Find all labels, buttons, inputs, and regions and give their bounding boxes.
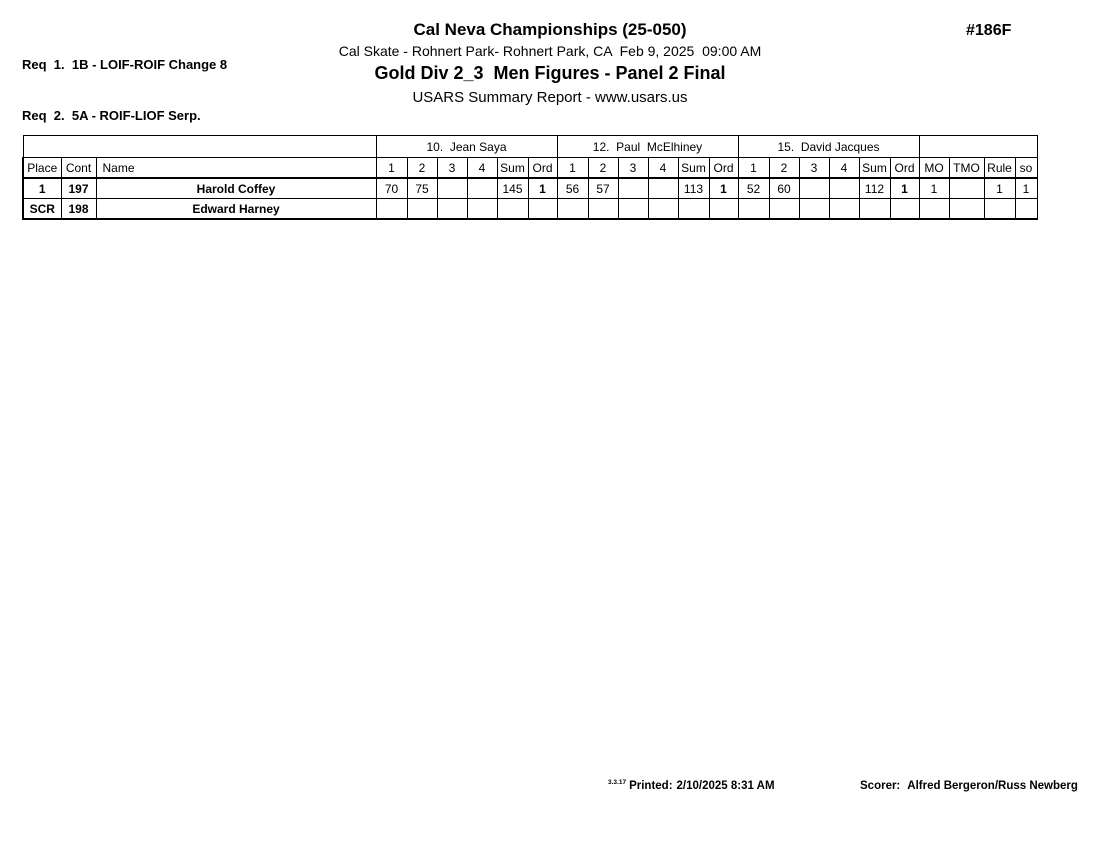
header-j3-2: 2 — [769, 158, 799, 179]
results-table — [22, 135, 1038, 220]
header-rule: Rule — [984, 158, 1015, 179]
j2-ordinal — [709, 199, 738, 220]
j1-score-1 — [376, 199, 407, 220]
j2-sum: 113 — [678, 178, 709, 199]
header-j3-sum: Sum — [859, 158, 890, 179]
header-j3-1: 1 — [738, 158, 769, 179]
report-header — [0, 19, 1100, 111]
so-cell — [1015, 199, 1037, 220]
rule-cell — [984, 199, 1015, 220]
j1-ordinal — [528, 199, 557, 220]
j2-score-1: 56 — [557, 178, 588, 199]
j3-ordinal — [890, 199, 919, 220]
j1-sum: 145 — [497, 178, 528, 199]
scorer-footer — [860, 780, 1078, 792]
place-cell: SCR — [23, 199, 61, 220]
requirement-line-1: Req 1. 1B - LOIF-ROIF Change 8 — [22, 57, 228, 72]
j2-ordinal: 1 — [709, 178, 738, 199]
printed-footer — [608, 779, 775, 792]
header-place: Place — [23, 158, 61, 179]
venue-date-line: Cal Skate - Rohnert Park- Rohnert Park, CA Feb 9, 2025 09:00 AM — [338, 43, 762, 59]
requirement-line-2: Req 2. 5A - ROIF-LIOF Serp. — [22, 108, 201, 123]
j1-score-3 — [437, 199, 467, 220]
mo-cell: 1 — [919, 178, 949, 199]
rule-cell: 1 — [984, 178, 1015, 199]
j2-score-3 — [618, 178, 648, 199]
skater-name-cell: Edward Harney — [96, 199, 376, 220]
so-cell: 1 — [1015, 178, 1037, 199]
header-j3-3: 3 — [799, 158, 829, 179]
j3-score-3 — [799, 178, 829, 199]
j1-score-1: 70 — [376, 178, 407, 199]
header-j1-sum: Sum — [497, 158, 528, 179]
j1-score-2 — [407, 199, 437, 220]
printed-label: Printed: — [629, 779, 673, 792]
j3-ordinal: 1 — [890, 178, 919, 199]
judge-header-spacer-right — [919, 136, 1037, 158]
header-j1-4: 4 — [467, 158, 497, 179]
tmo-cell — [949, 199, 984, 220]
place-cell: 1 — [23, 178, 61, 199]
header-name: Name — [96, 158, 376, 179]
j3-score-4 — [829, 199, 859, 220]
j1-score-4 — [467, 199, 497, 220]
header-j2-2: 2 — [588, 158, 618, 179]
header-so: so — [1015, 158, 1037, 179]
j1-ordinal: 1 — [528, 178, 557, 199]
report-type-line: USARS Summary Report - www.usars.us — [412, 89, 688, 106]
software-version: 3.3.17 — [608, 779, 627, 786]
header-mo: MO — [919, 158, 949, 179]
competition-title: Cal Neva Championships (25-050) — [413, 20, 687, 39]
j3-sum — [859, 199, 890, 220]
mo-cell — [919, 199, 949, 220]
event-title: Gold Div 2_3 Men Figures - Panel 2 Final — [374, 63, 726, 83]
judge-header-row — [23, 136, 1037, 158]
skater-name-cell: Harold Coffey — [96, 178, 376, 199]
j3-score-2 — [769, 199, 799, 220]
j2-score-2 — [588, 199, 618, 220]
j3-score-2: 60 — [769, 178, 799, 199]
j3-score-4 — [829, 178, 859, 199]
printed-datetime: 2/10/2025 8:31 AM — [676, 779, 775, 792]
j2-score-4 — [648, 199, 678, 220]
contestant-number-cell: 197 — [61, 178, 96, 199]
header-j2-3: 3 — [618, 158, 648, 179]
event-number: #186F — [966, 22, 1012, 39]
j2-score-4 — [648, 178, 678, 199]
j2-sum — [678, 199, 709, 220]
header-j1-1: 1 — [376, 158, 407, 179]
header-j3-4: 4 — [829, 158, 859, 179]
column-header-row — [23, 158, 1037, 179]
result-row-2 — [23, 199, 1037, 220]
j1-sum — [497, 199, 528, 220]
judge-header-spacer-left — [23, 136, 376, 158]
judge-2-name: 12. Paul McElhiney — [557, 136, 738, 158]
header-cont: Cont — [61, 158, 96, 179]
j2-score-3 — [618, 199, 648, 220]
j3-score-1 — [738, 199, 769, 220]
j3-sum: 112 — [859, 178, 890, 199]
judge-1-name: 10. Jean Saya — [376, 136, 557, 158]
j1-score-4 — [467, 178, 497, 199]
tmo-cell — [949, 178, 984, 199]
j3-score-3 — [799, 199, 829, 220]
j2-score-2: 57 — [588, 178, 618, 199]
scorer-label: Scorer: — [860, 780, 901, 792]
header-j1-ord: Ord — [528, 158, 557, 179]
header-j3-ord: Ord — [890, 158, 919, 179]
result-row-1 — [23, 178, 1037, 199]
j2-score-1 — [557, 199, 588, 220]
header-j1-2: 2 — [407, 158, 437, 179]
header-j1-3: 3 — [437, 158, 467, 179]
header-j2-sum: Sum — [678, 158, 709, 179]
header-tmo: TMO — [949, 158, 984, 179]
j3-score-1: 52 — [738, 178, 769, 199]
j1-score-3 — [437, 178, 467, 199]
scorer-names: Alfred Bergeron/Russ Newberg — [907, 780, 1078, 792]
header-j2-ord: Ord — [709, 158, 738, 179]
header-j2-4: 4 — [648, 158, 678, 179]
contestant-number-cell: 198 — [61, 199, 96, 220]
j1-score-2: 75 — [407, 178, 437, 199]
header-j2-1: 1 — [557, 158, 588, 179]
judge-3-name: 15. David Jacques — [738, 136, 919, 158]
